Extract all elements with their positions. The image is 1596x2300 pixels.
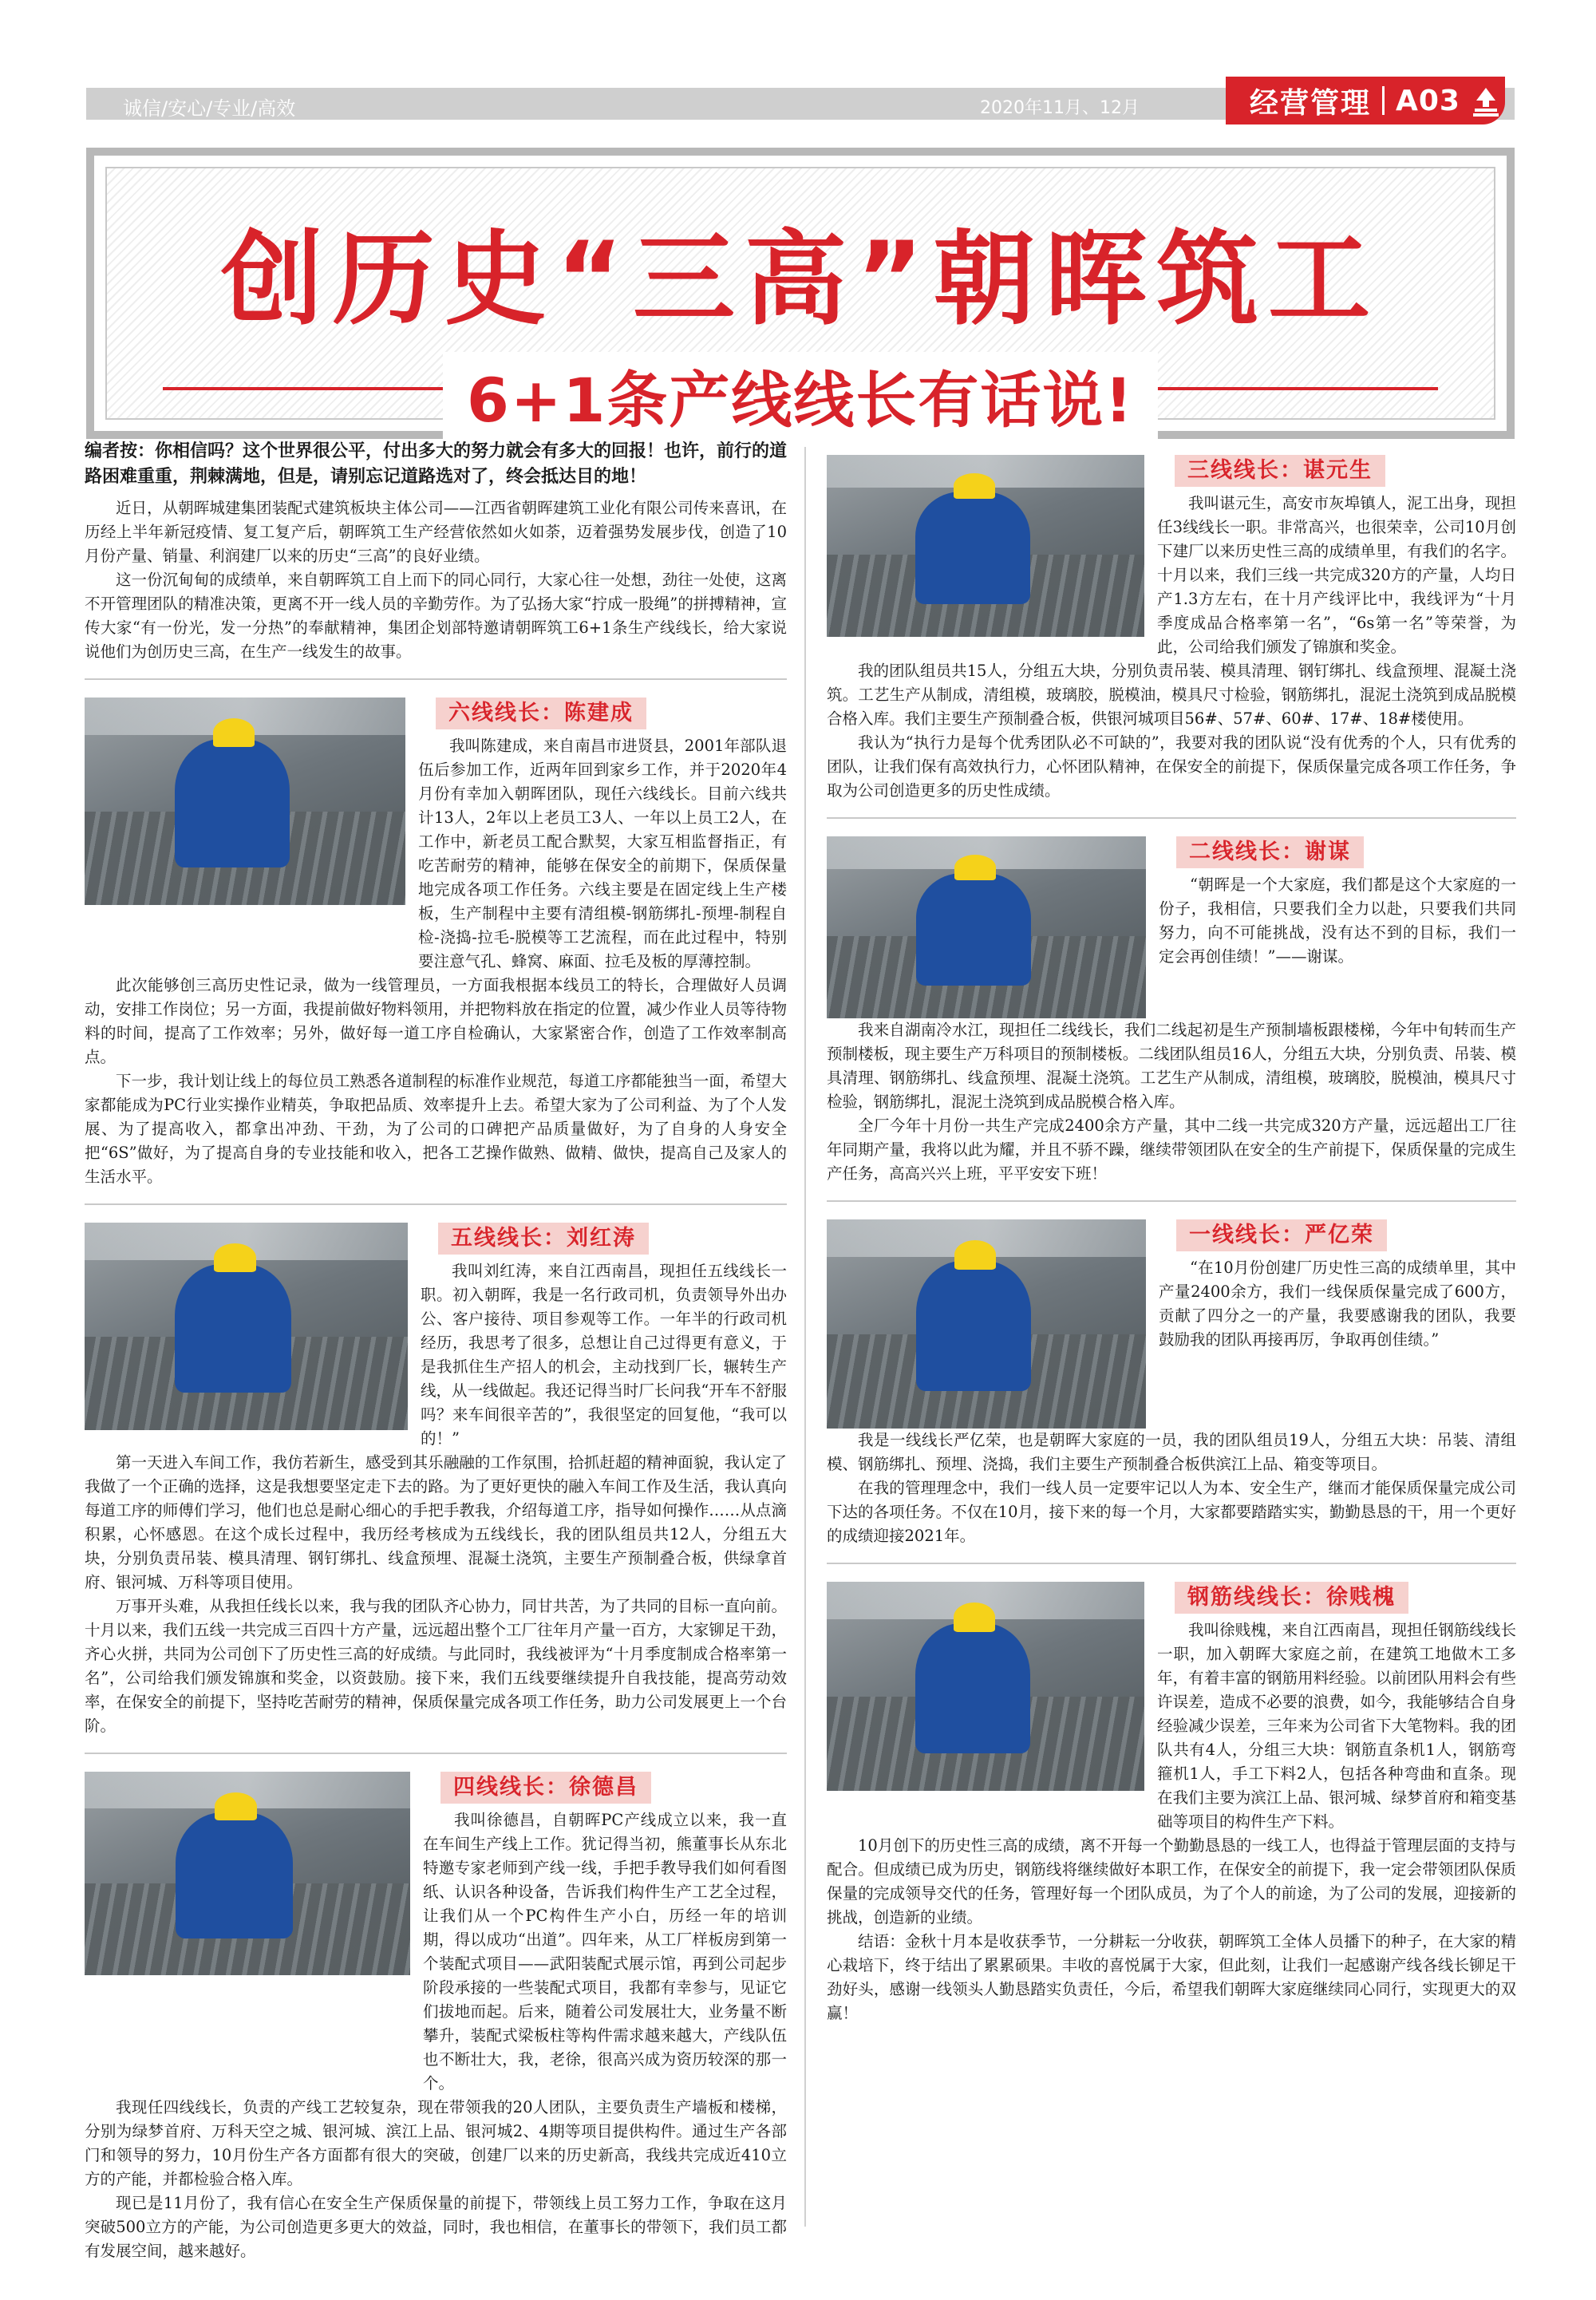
left-column [85,439,787,2263]
line-leader-tag: 五线线长：刘红涛 [438,1223,649,1255]
section-separator [827,817,1516,819]
line-leader-tag: 二线线长：谢谋 [1176,836,1364,868]
article-line-3 [827,455,1516,803]
column-divider [804,447,806,2227]
section-separator [827,1200,1516,1202]
header-slogan: 诚信/安心/专业/高效 [123,97,296,120]
paragraph: 我的团队组员共15人，分组五大块，分别负责吊装、模具清理、钢钉绑扎、线盒预埋、混凝土浇筑。工艺生产从制成，清组模，玻璃胶，脱模油，模具尺寸检验，钢筋绑扎，混泥土浇筑到成品脱模合格入库。我们主要生产预制叠合板，供银河城项目56#、57#、60#、17#、18#楼使用。 [827,662,1516,728]
paragraph: 我叫徐德昌，自朝晖PC产线成立以来，我一直在车间生产线上工作。犹记得当初，熊董事长从东北特邀专家老师到产线一线，手把手教导我们如何看图纸、认识各种设备，告诉我们构件生产工艺全过程，让我们从一个PC构件生产小白，历经一年的培训期，得以成功“出道”。四年来，从工厂样板房到第一个装配式项目——武阳装配式展示馆，再到公司起步阶段承接的一些装配式项目，我都有幸参与，见证它们拔地而起。后来，随着公司发展壮大，业务量不断攀升，装配式梁板柱等构件需求越来越大，产线队伍也不断壮大，我，老徐，很高兴成为资历较深的那一个。 [423,1811,787,2093]
paragraph: 我认为“执行力是每个优秀团队必不可缺的”，我要对我的团队说“没有优秀的个人，只有优秀的团队，让我们保有高效执行力，心怀团队精神，在保安全的前提下，保质保量完成各项工作任务，争取为公司创造更多的历史性成绩。 [827,733,1516,800]
paragraph: 现已是11月份了，我有信心在安全生产保质保量的前提下，带领线上员工努力工作，争取在这月突破500立方的产能，为公司创造更多更大的效益，同时，我也相信，在董事长的带领下，我们员工都有发展空间，越来越好。 [85,2194,787,2260]
paragraph: 10月创下的历史性三高的成绩，离不开每一个勤勤恳恳的一线工人，也得益于管理层面的支持与配合。但成绩已成为历史，钢筋线将继续做好本职工作，在保安全的前提下，我一定会带领团队保质保量的完成领导交代的任务，管理好每一个团队成员，为了个人的前途，为了公司的发展，迎接新的挑战，创造新的业绩。 [827,1836,1516,1927]
section-separator [85,1203,787,1205]
photo-line-4-worker [85,1772,410,1975]
article-line-5 [85,1223,787,1738]
tab-divider [1382,86,1385,115]
article-line-2 [827,836,1516,1186]
article-line-4 [85,1772,787,2263]
editor-note: 编者按：你相信吗？这个世界很公平，付出多大的努力就会有多大的回报！也许，前行的道路困难重重，荆棘满地，但是，请别忘记道路选对了，终会抵达目的地！ [85,441,788,487]
paragraph: 我叫刘红涛，来自江西南昌，现担任五线线长一职。初入朝晖，我是一名行政司机，负责领导外出办公、客户接待、项目参观等工作。一年半的行政司机经历，我思考了很多，总想让自己过得更有意义，于是我抓住生产招人的机会，主动找到厂长，辗转生产线，从一线做起。我还记得当时厂长问我“开车不舒服吗？来车间很辛苦的”，我很坚定的回复他，“我可以的！” [421,1262,787,1448]
paragraph: 我叫陈建成，来自南昌市进贤县，2001年部队退伍后参加工作，近两年回到家乡工作，并于2020年4月份有幸加入朝晖团队，现任六线线长。目前六线共计13人，2年以上老员工3人、一年以上员工2人，在工作中，新老员工配合默契，大家互相监督指正，有吃苦耐劳的精神，能够在保安全的前期下，保质保量地完成各项工作任务。六线主要是在固定线上生产楼板，生产制程中主要有清组模-钢筋绑扎-预埋-制程自检-浇捣-拉毛-脱模等工艺流程，而在此过程中，特别要注意气孔、蜂窝、麻面、拉毛及板的厚薄控制。 [418,737,787,970]
photo-line-2-worker [827,836,1146,1018]
article-line-1 [827,1219,1516,1548]
paragraph: “朝晖是一个大家庭，我们都是这个大家庭的一份子，我相信，只要我们全力以赴，只要我们共同努力，向不可能挑战，没有达不到的目标，我们一定会再创佳绩！”——谢谋。 [1159,875,1516,966]
paragraph: 我是一线线长严亿荣，也是朝晖大家庭的一员，我的团队组员19人，分组五大块：吊装、清组模、钢筋绑扎、预埋、浇捣，我们主要生产预制叠合板供滨江上品、箱变等项目。 [827,1431,1516,1473]
headline-box [86,148,1515,439]
paragraph: 下一步，我计划让线上的每位员工熟悉各道制程的标准作业规范，每道工序都能独当一面，希望大家都能成为PC行业实操作业精英，争取把品质、效率提升上去。希望大家为了公司利益、为了个人发展、为了提高收入，都拿出冲劲、干劲，为了公司的口碑把产品质量做好，为了自身的人身安全把“6S”做好，为了提高自身的专业技能和收入，把各工艺操作做熟、做精、做快，提高自己及家人的生活水平。 [85,1072,787,1186]
line-leader-tag: 三线线长：谌元生 [1175,455,1385,487]
paragraph: 全厂今年十月份一共生产完成2400余方产量，其中二线一共完成320方产量，远远超出工厂往年同期产量，我将以此为耀，并且不骄不躁，继续带领团队在安全的生产前提下，保质保量的完成生产任务，高高兴兴上班，平平安安下班！ [827,1116,1516,1183]
paragraph: 万事开头难，从我担任线长以来，我与我的团队齐心协力，同甘共苦，为了共同的目标一直向前。十月以来，我们五线一共完成三百四十方产量，远远超出整个工厂往年月产量一百方，大家铆足干劲，齐心火拼，共同为公司创下了历史性三高的好成绩。与此同时，我线被评为“十月季度制成合格率第一名”，公司给我们颁发锦旗和奖金，以资鼓励。接下来，我们五线要继续提升自我技能，提高劳动效率，在保安全的前提下，坚持吃苦耐劳的精神，保质保量完成各项工作任务，助力公司发展更上一个台阶。 [85,1597,787,1735]
intro-paragraph: 这一份沉甸甸的成绩单，来自朝晖筑工自上而下的同心同行，大家心往一处想，劲往一处使，这离不开管理团队的精准决策，更离不开一线人员的辛勤劳作。为了弘扬大家“拧成一股绳”的拼搏精神，宣传大家“有一份光，发一分热”的奉献精神，集团企划部特邀请朝晖筑工6+1条生产线线长，给大家说说他们为创历史三高，在生产一线发生的故事。 [85,571,787,661]
company-logo-icon [1465,83,1507,124]
photo-rebar-line-worker [827,1582,1144,1791]
line-leader-tag: 四线线长：徐德昌 [440,1772,651,1804]
article-line-6 [85,698,787,1189]
line-leader-tag: 六线线长：陈建成 [436,698,646,729]
right-column [827,455,1516,2025]
headline-title: 创历史“三高”朝晖筑工 [220,220,1381,339]
paragraph: 我叫徐贱槐，来自江西南昌，现担任钢筋线线长一职，加入朝晖大家庭之前，在建筑工地做木工多年，有着丰富的钢筋用料经验。以前团队用料会有些许误差，造成不必要的浪费，如今，我能够结合自身经验减少误差，三年来为公司省下大笔物料。我的团队共有4人，分组三大块：钢筋直条机1人，钢筋弯箍机1人，手工下料2人，包括各种弯曲和直条。现在我们主要为滨江上品、银河城、绿梦首府和箱变基础等项目的构件生产下料。 [1157,1621,1516,1831]
paragraph: 我来自湖南冷水江，现担任二线线长，我们二线起初是生产预制墙板跟楼梯，今年中旬转而生产预制楼板，现主要生产万科项目的预制楼板。二线团队组员16人，分组五大块，分别负责、吊装、模具清理、钢筋绑扎、线盒预埋、混凝土浇筑。工艺生产从制成，清组模，玻璃胶，脱模油，模具尺寸检验，钢筋绑扎，混泥土浇筑到成品脱模合格入库。 [827,1021,1516,1111]
headline-subtitle: 6+1条产线线长有话说! [443,352,1158,439]
section-separator [85,678,787,680]
paragraph: 我叫谌元生，高安市灰埠镇人，泥工出身，现担任3线线长一职。非常高兴，也很荣幸，公司10月创下建厂以来历史性三高的成绩单里，有我们的名字。十月以来，我们三线一共完成320方的产量，人均日产1.3方左右，在十月产线评比中，我线评为“十月季度成品合格率第一名”，“6s第一名”等荣誉，为此，公司给我们颁发了锦旗和奖金。 [1157,494,1516,656]
section-separator [827,1563,1516,1564]
paragraph: 第一天进入车间工作，我仿若新生，感受到其乐融融的工作氛围，拾抓赶超的精神面貌，我认定了我做了一个正确的选择，这是我想要坚定走下去的路。为了更好更快的融入车间工作及生活，我认真向每道工序的师傅们学习，他们也总是耐心细心的手把手教我，介绍每道工序，指导如何操作……从点滴积累，心怀感恩。在这个成长过程中，我历经考核成为五线线长，我的团队组员共12人，分组五大块，分别负责吊装、模具清理、钢钉绑扎、线盒预埋、混凝土浇筑，主要生产预制叠合板，供绿拿首府、银河城、万科等项目使用。 [85,1453,787,1591]
paragraph: 我现任四线线长，负责的产线工艺较复杂，现在带领我的20人团队，主要负责生产墙板和楼梯，分别为绿梦首府、万科天空之城、银河城、滨江上品、银河城2、4期等项目提供构件。通过生产各部门和领导的努力，10月份生产各方面都有很大的突破，创建厂以来的历史新高，我线共完成近410立方的产能，并都检验合格入库。 [85,2098,787,2188]
section-tab [1226,77,1505,124]
headline-background [105,167,1495,436]
page-header [86,84,1515,120]
section-name: 经营管理 [1250,86,1372,120]
article-rebar-line [827,1582,1516,2025]
paragraph: 此次能够创三高历史性记录，做为一线管理员，一方面我根据本线员工的特长，合理做好人员调动，安排工作岗位；另一方面，我提前做好物料领用，并把物料放在指定的位置，减少作业人员等待物料的时间，提高了工作效率；另外，做好每一道工序自检确认，大家紧密合作，创造了工作效率制高点。 [85,976,787,1066]
paragraph: “在10月份创建厂历史性三高的成绩单里，其中产量2400余方，我们一线保质保量完成了600方，贡献了四分之一的产量，我要感谢我的团队，我要鼓励我的团队再接再厉，争取再创佳绩。” [1159,1259,1516,1349]
issue-date: 2020年11月、12月 [980,98,1140,118]
line-leader-tag: 一线线长：严亿荣 [1176,1219,1387,1251]
section-separator [85,1753,787,1754]
headline-subtitle-wrap [163,352,1438,436]
page-number: A03 [1396,84,1460,117]
photo-line-3-worker [827,455,1144,637]
photo-line-5-worker [85,1223,408,1430]
paragraph: 在我的管理理念中，我们一线人员一定要牢记以人为本、安全生产，继而才能保质保量完成公司下达的各项任务。不仅在10月，接下来的每一个月，大家都要踏踏实实，勤勤恳恳的干，用一个更好的成绩迎接2021年。 [827,1479,1516,1545]
line-leader-tag: 钢筋线线长：徐贱槐 [1175,1582,1408,1614]
paragraph: 结语：金秋十月本是收获季节，一分耕耘一分收获，朝晖筑工全体人员播下的种子，在大家的精心栽培下，终于结出了累累硕果。丰收的喜悦属于大家，但此刻，让我们一起感谢产线各线长铆足干劲好头，感谢一线领头人勤恳踏实负责任，今后，希望我们朝晖大家庭继续同心同行，实现更大的双赢！ [827,1932,1516,2022]
photo-line-6-worker [85,698,405,905]
intro-paragraph: 近日，从朝晖城建集团装配式建筑板块主体公司——江西省朝晖建筑工业化有限公司传来喜讯，在历经上半年新冠疫情、复工复产后，朝晖筑工生产经营依然如火如荼，迈着强势发展步伐，创造了10月份产量、销量、利润建厂以来的历史“三高”的良好业绩。 [85,499,787,565]
photo-line-1-worker [827,1219,1146,1429]
